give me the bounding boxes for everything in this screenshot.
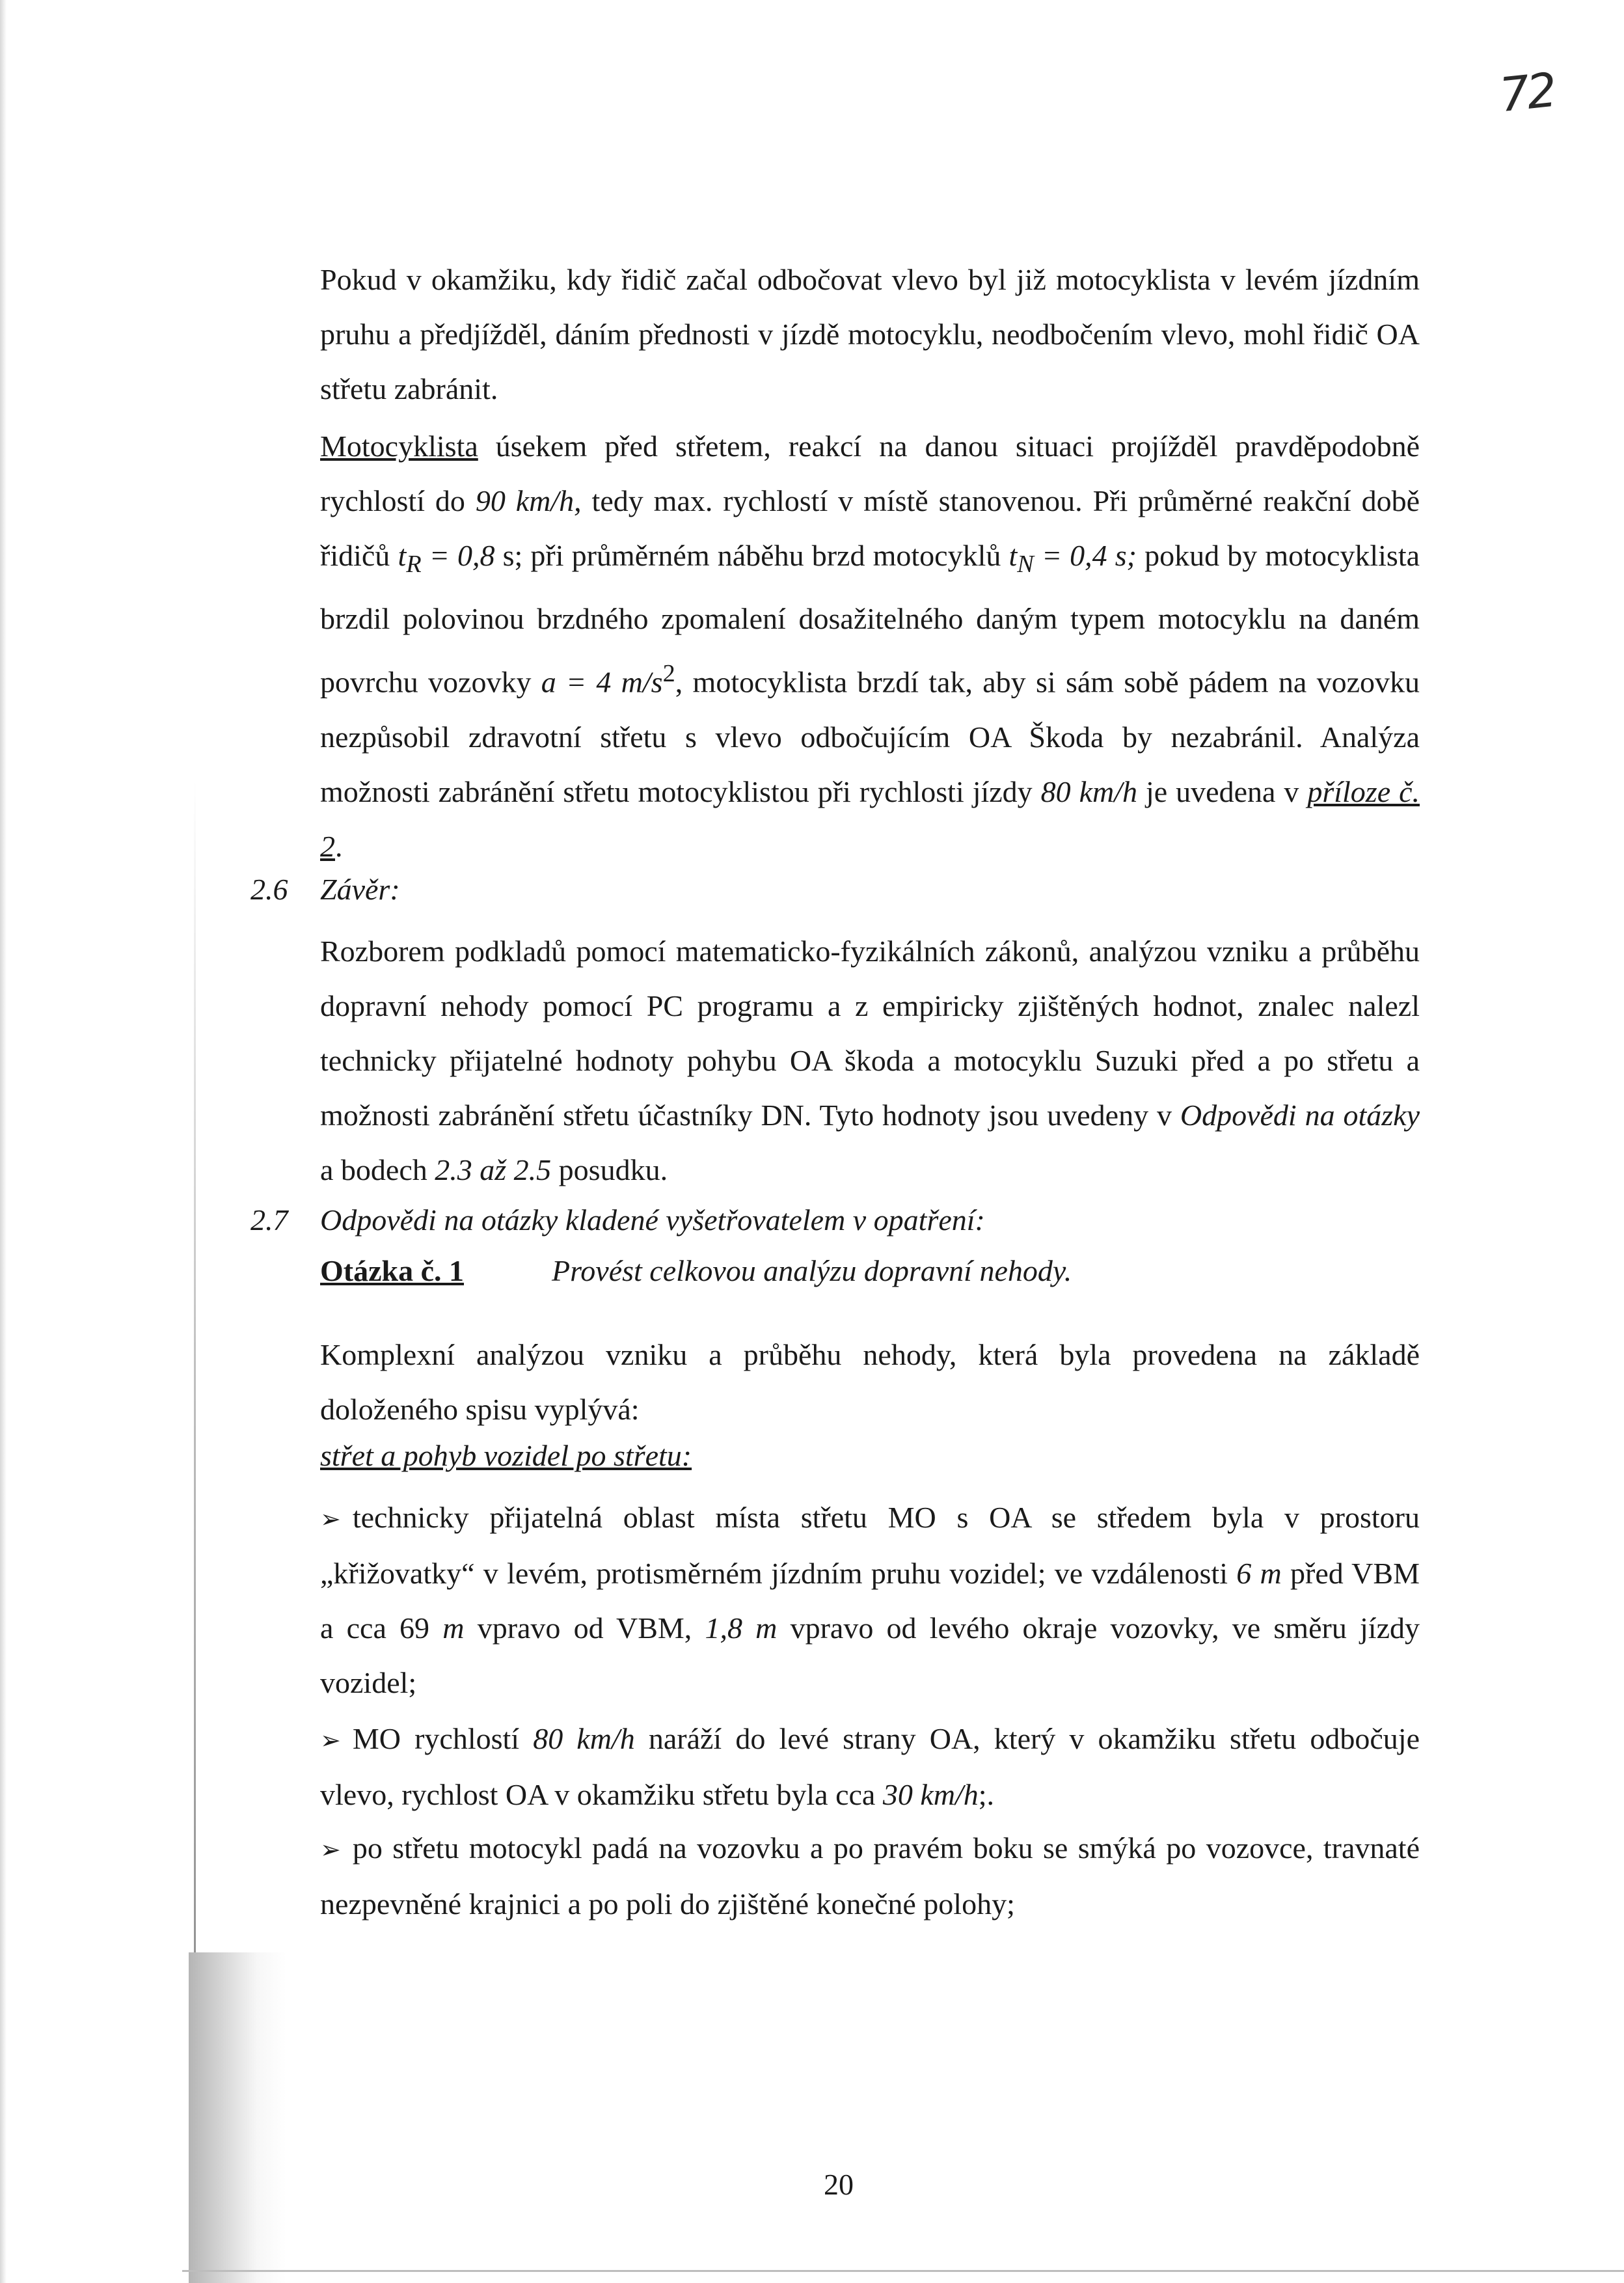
text: a bodech [320,1153,435,1186]
section-number-2-6: 2.6 [250,873,288,906]
subscript-r: R [406,551,422,579]
reference-points: 2.3 až 2.5 [435,1153,552,1186]
sub-heading-stret: střet a pohyb vozidel po střetu: [320,1439,692,1472]
reaction-time: = 0,8 [421,539,495,572]
text: je uvedena v [1137,774,1308,808]
subscript-n: N [1017,551,1034,579]
paragraph-analysis: Komplexní analýzou vzniku a průběhu nehody, která byla provedena na základě doloženého spisu vyplývá: [320,1338,1420,1426]
section-title-odpovedi: Odpovědi na otázky kladené vyšetřovatelem v opatření: [320,1203,985,1237]
text: po střetu motocykl padá na vozovku a po pravém boku se smýká po vozovce, travnaté nezpevněné krajnici a po poli do zjištěné konečné polohy; [320,1831,1420,1921]
arrow-bullet-icon: ➢ [320,1726,341,1755]
text: vpravo od VBM, [464,1611,705,1645]
handwritten-page-mark: 72 [1496,62,1557,123]
question-row [320,1253,1072,1288]
superscript-2: 2 [662,660,675,688]
paragraph-1: Pokud v okamžiku, kdy řidič začal odbočovat vlevo byl již motocyklista v levém jízdním pruhu a předjížděl, dáním přednosti v jízdě motocyklu, neodbočením vlevo, mohl řidič OA střetu zabránit. [320,263,1420,405]
section-number-2-7: 2.7 [250,1203,288,1237]
page-number: 20 [824,2168,854,2201]
text: technicky přijatelná oblast místa střetu MO s OA se středem byla v prostoru „křižovatky“ v levém, protisměrném jízdním pruhu vozidel; ve vzdálenosti [320,1501,1420,1590]
reference-odpovedi: Odpovědi na otázky [1180,1099,1420,1132]
text: úsekem před střetem, reakcí na danou situaci projížděl pravděpodobně rychlostí do [320,430,1420,517]
speed-80: 80 km/h [1040,774,1138,808]
bullet-item-2 [320,1712,1420,1822]
bullet-item-3 [320,1821,1420,1932]
scan-bottom-line [182,2270,1624,2272]
text: pokud by motocyklista brzdil polovinou brzdného zpomalení dosažitelného daným typem motocyklu na daném povrchu vozovky [320,539,1420,699]
section-title-zaver: Závěr: [320,873,400,906]
text: , motocyklista brzdí tak, aby si sám sobě pádem na vozovku nezpůsobil zdravotní střetu s vlevo odbočujícím OA Škoda by nezabránil. Analýza možnosti zabránění střetu motocyklistou při rychlosti jízdy [320,665,1420,808]
deceleration: a = 4 m/s [541,665,663,699]
unit-m: m [442,1611,465,1645]
text: tedy max. rychlostí v místě stanovenou. Při průměrné reakční době řidičů [320,484,1420,572]
brake-time: = 0,4 s; [1033,539,1137,572]
scan-shadow [189,1952,286,2283]
binding-shadow [194,781,196,1952]
text: . [335,829,343,863]
text: posudku. [551,1153,668,1186]
scan-edge [0,0,7,2283]
text: vpravo od levého okraje vozovky, ve směru jízdy vozidel; [320,1611,1420,1699]
text: s; při průměrném náběhu brzd motocyklů [494,539,1009,572]
question-label: Otázka č. 1 [320,1254,465,1287]
appendix-link[interactable]: příloze č. 2 [320,774,1420,863]
arrow-bullet-icon: ➢ [320,1505,341,1533]
distance-6m: 6 m [1236,1557,1282,1590]
text: před VBM a cca 69 [320,1557,1420,1645]
var-t: t [398,539,407,572]
arrow-bullet-icon: ➢ [320,1835,341,1864]
bullet-item-1 [320,1490,1420,1710]
text: Rozborem podkladů pomocí matematicko-fyzikálních zákonů, analýzou vzniku a průběhu dopravní nehody pomocí PC programu a z empiricky zjištěných hodnot, znalec nalezl technicky přijatelné hodnoty pohybu OA škoda a motocyklu Suzuki před a po střetu a možnosti zabránění střetu účastníky DN. Tyto hodnoty jsou uvedeny v [320,935,1420,1132]
motocyklista-underlined: Motocyklista [320,430,478,463]
text: MO rychlostí [352,1722,534,1755]
speed-80: 80 km/h [533,1722,635,1755]
text: ;. [978,1778,995,1811]
speed-30: 30 km/h [882,1778,979,1811]
distance-1-8m: 1,8 m [705,1611,778,1645]
paragraph-2 [320,419,1420,874]
text: naráží do levé strany OA, který v okamžiku střetu odbočuje vlevo, rychlost OA v okamžiku střetu byla cca [320,1722,1420,1811]
var-t: t [1008,539,1018,572]
paragraph-zaver [320,924,1420,1197]
speed-value: 90 km/h, [475,484,582,517]
question-text: Provést celkovou analýzu dopravní nehody. [552,1254,1072,1287]
